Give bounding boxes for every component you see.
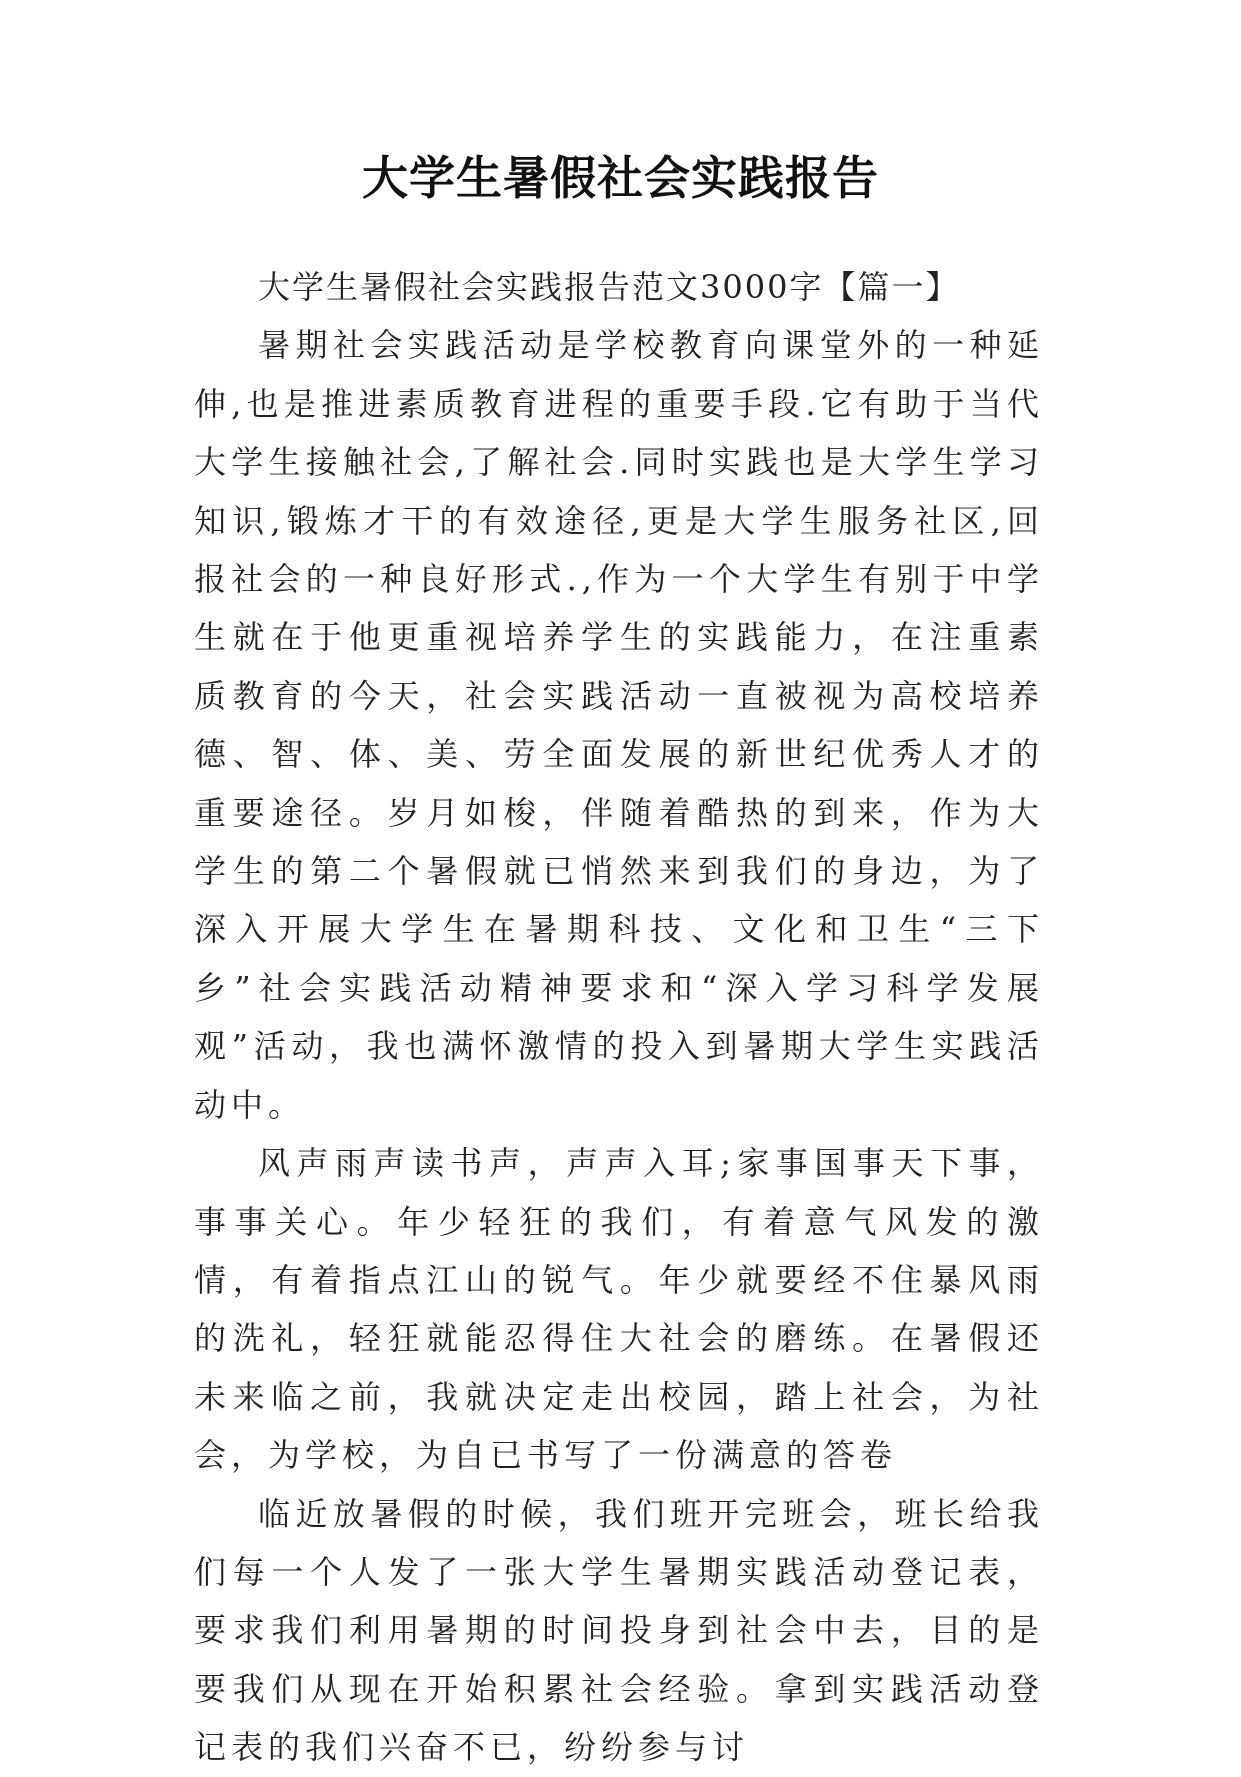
paragraph: 临近放暑假的时候，我们班开完班会，班长给我们每一个人发了一张大学生暑期实践活动登记表，要求我们利用暑期的时间投身到社会中去，目的是要我们从现在开始积累社会经验。拿到实践活动登记表的我们兴奋不已，纷纷参与讨 xyxy=(194,1494,1044,1767)
paragraph: 暑期社会实践活动是学校教育向课堂外的一种延伸,也是推进素质教育进程的重要手段.它有助于当代大学生接触社会,了解社会.同时实践也是大学生学习知识,锻炼才干的有效途径,更是大学生服务社区,回报社会的一种良好形式.,作为一个大学生有别于中学生就在于他更重视培养学生的实践能力，在注重素质教育的今天，社会实践活动一直被视为高校培养德、智、体、美、劳全面发展的新世纪优秀人才的重要途径。岁月如梭，伴随着酷热的到来，作为大学生的第二个暑假就已悄然来到我们的身边，为了深入开展大学生在暑期科技、文化和卫生“三下乡”社会实践活动精神要求和“深入学习科学发展观”活动，我也满怀激情的投入到暑期大学生实践活动中。 xyxy=(194,326,1044,1124)
document-title: 大学生暑假社会实践报告 xyxy=(362,151,879,205)
document-body xyxy=(194,258,1044,1777)
section-heading: 大学生暑假社会实践报告范文3000字【篇一】 xyxy=(258,268,960,306)
paragraph: 风声雨声读书声，声声入耳;家事国事天下事，事事关心。年少轻狂的我们，有着意气风发的激情，有着指点江山的锐气。年少就要经不住暴风雨的洗礼，轻狂就能忍得住大社会的磨练。在暑假还未来临之前，我就决定走出校园，踏上社会，为社会，为学校，为自已书写了一份满意的答卷 xyxy=(194,1144,1044,1475)
